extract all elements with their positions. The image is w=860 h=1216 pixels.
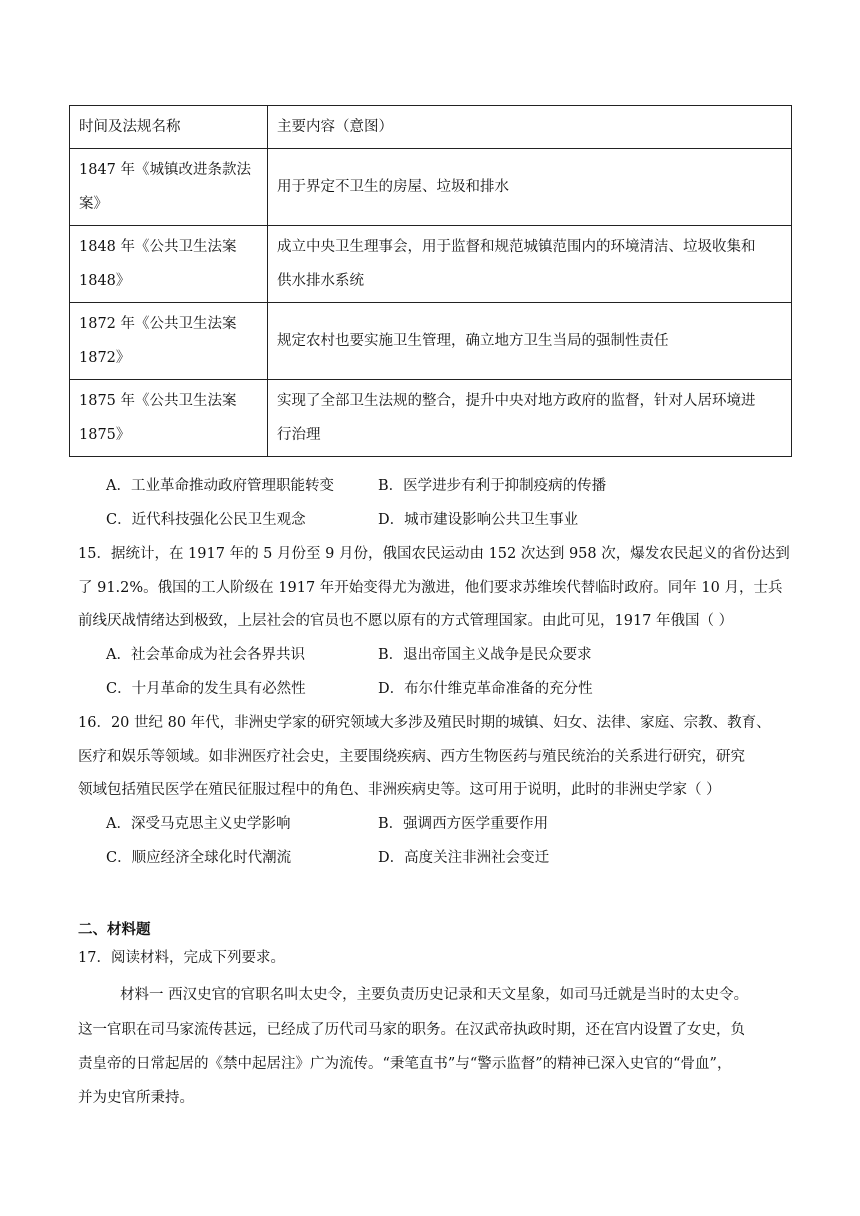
table-cell-name bbox=[70, 226, 268, 303]
cell-line: 1872》 bbox=[79, 350, 131, 366]
cell-line: 1872 年《公共卫生法案 bbox=[79, 316, 237, 332]
cell-line: 1847 年《城镇改进条款法 bbox=[79, 162, 252, 178]
q14-option-b[interactable]: B．医学进步有利于抑制疫病的传播 bbox=[378, 478, 607, 494]
table-header-cell: 时间及法规名称 bbox=[70, 106, 268, 149]
q14-option-a[interactable]: A．工业革命推动政府管理职能转变 bbox=[106, 478, 334, 494]
q15-option-b[interactable]: B．退出帝国主义战争是民众要求 bbox=[378, 647, 592, 663]
table-cell-name bbox=[70, 380, 268, 457]
cell-line: 1875 年《公共卫生法案 bbox=[79, 393, 237, 409]
q16-option-a[interactable]: A．深受马克思主义史学影响 bbox=[106, 816, 291, 832]
q15-stem-line: 前线厌战情绪达到极致，上层社会的官员也不愿以原有的方式管理国家。由此可见，1917 年俄国（ ） bbox=[78, 613, 734, 629]
table-cell-content bbox=[268, 149, 792, 226]
q16-option-d[interactable]: D．高度关注非洲社会变迁 bbox=[378, 850, 550, 866]
section-heading: 二、材料题 bbox=[78, 921, 151, 938]
cell-line: 1848 年《公共卫生法案 bbox=[79, 239, 237, 255]
q16-stem-line: 医疗和娱乐等领域。如非洲医疗社会史，主要围绕疾病、西方生物医药与殖民统治的关系进行研究，研究 bbox=[78, 749, 745, 765]
table-cell-content bbox=[268, 303, 792, 380]
q17-material-line: 责皇帝的日常起居的《禁中起居注》广为流传。“秉笔直书”与“警示监督”的精神已深入史官的“骨血”， bbox=[78, 1056, 732, 1072]
table-cell-content bbox=[268, 226, 792, 303]
q15-stem-line: 了 91.2%。俄国的工人阶级在 1917 年开始变得尤为激进，他们要求苏维埃代替临时政府。同年 10 月，士兵 bbox=[78, 580, 783, 596]
table-cell-name bbox=[70, 303, 268, 380]
cell-line: 供水排水系统 bbox=[277, 273, 364, 289]
q17-material-line: 这一官职在司马家流传甚远，已经成了历代司马家的职务。在汉武帝执政时期，还在宫内设置了女史，负 bbox=[78, 1022, 745, 1038]
q15-option-c[interactable]: C．十月革命的发生具有必然性 bbox=[106, 681, 306, 697]
q16-stem-line: 领域包括殖民医学在殖民征服过程中的角色、非洲疾病史等。这可用于说明，此时的非洲史学家（ ） bbox=[78, 782, 721, 798]
table-row bbox=[70, 303, 792, 380]
q16-stem-line: 16．20 世纪 80 年代，非洲史学家的研究领域大多涉及殖民时期的城镇、妇女、法律、家庭、宗教、教育、 bbox=[78, 715, 771, 731]
cell-line: 规定农村也要实施卫生管理，确立地方卫生当局的强制性责任 bbox=[277, 333, 669, 349]
table-cell-name bbox=[70, 149, 268, 226]
cell-line: 行治理 bbox=[277, 427, 321, 443]
q17-material-line: 并为史官所秉持。 bbox=[78, 1090, 194, 1106]
cell-line: 1848》 bbox=[79, 273, 131, 289]
regulation-table bbox=[69, 105, 792, 457]
q14-option-d[interactable]: D．城市建设影响公共卫生事业 bbox=[378, 512, 579, 528]
cell-line: 用于界定不卫生的房屋、垃圾和排水 bbox=[277, 179, 509, 195]
cell-line: 1875》 bbox=[79, 427, 131, 443]
table-row bbox=[70, 149, 792, 226]
table-header-cell: 主要内容（意图） bbox=[268, 106, 792, 149]
q16-option-c[interactable]: C．顺应经济全球化时代潮流 bbox=[106, 850, 292, 866]
q16-option-b[interactable]: B．强调西方医学重要作用 bbox=[378, 816, 549, 832]
q17-intro: 17．阅读材料，完成下列要求。 bbox=[78, 950, 285, 966]
cell-line: 实现了全部卫生法规的整合，提升中央对地方政府的监督，针对人居环境进 bbox=[277, 393, 756, 409]
q15-option-d[interactable]: D．布尔什维克革命准备的充分性 bbox=[378, 681, 593, 697]
cell-line: 案》 bbox=[79, 196, 108, 212]
q17-material-line: 材料一 西汉史官的官职名叫太史令，主要负责历史记录和天文星象，如司马迁就是当时的太史令。 bbox=[120, 987, 749, 1003]
cell-line: 成立中央卫生理事会，用于监督和规范城镇范围内的环境清洁、垃圾收集和 bbox=[277, 239, 756, 255]
table-row bbox=[70, 380, 792, 457]
table-header-row bbox=[70, 106, 792, 149]
q15-option-a[interactable]: A．社会革命成为社会各界共识 bbox=[106, 647, 305, 663]
q15-stem-line: 15．据统计，在 1917 年的 5 月份至 9 月份，俄国农民运动由 152 次达到 958 次，爆发农民起义的省份达到 bbox=[78, 546, 790, 562]
table-cell-content bbox=[268, 380, 792, 457]
q14-option-c[interactable]: C．近代科技强化公民卫生观念 bbox=[106, 512, 306, 528]
table-row bbox=[70, 226, 792, 303]
